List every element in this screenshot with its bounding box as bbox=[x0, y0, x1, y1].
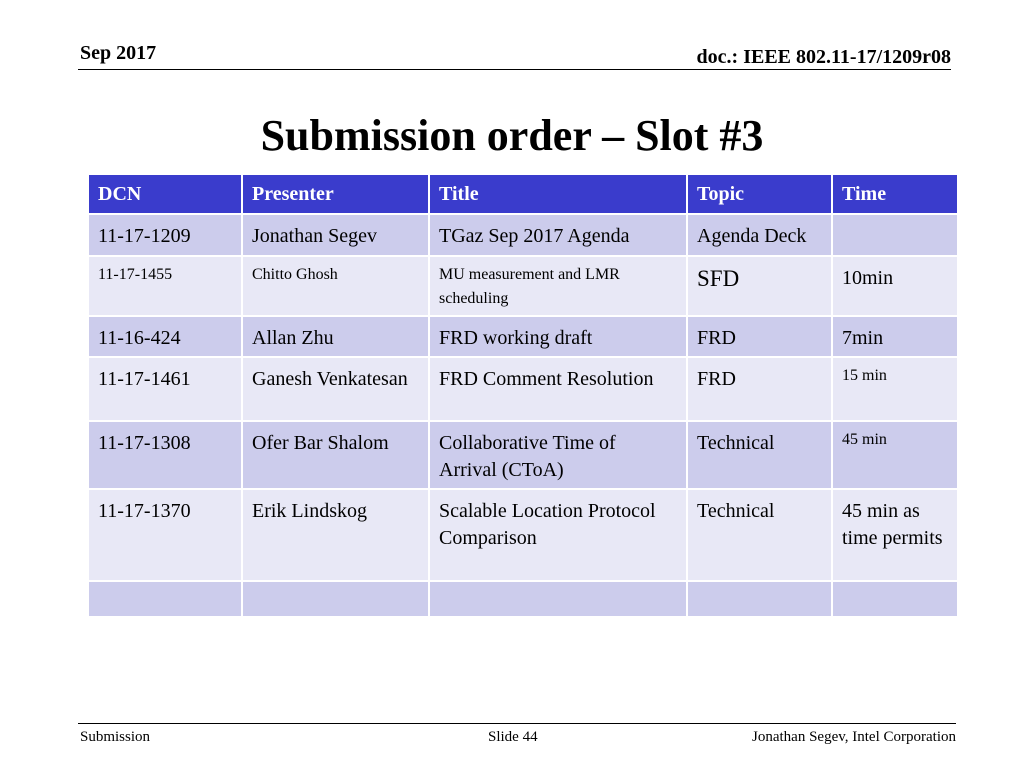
cell-time: 10min bbox=[832, 256, 958, 316]
cell-title: FRD working draft bbox=[429, 316, 687, 357]
table-row bbox=[88, 581, 958, 617]
table-header-row bbox=[88, 174, 958, 214]
cell-dcn: 11-17-1461 bbox=[88, 357, 242, 421]
table-row bbox=[88, 256, 958, 316]
cell-topic: SFD bbox=[687, 256, 832, 316]
cell-time bbox=[832, 214, 958, 256]
cell-title: Collaborative Time of Arrival (CToA) bbox=[429, 421, 687, 489]
cell-time: 15 min bbox=[832, 357, 958, 421]
table-row bbox=[88, 316, 958, 357]
cell-dcn: 11-16-424 bbox=[88, 316, 242, 357]
slide-number: Slide 44 bbox=[488, 729, 538, 745]
cell-topic: Technical bbox=[687, 421, 832, 489]
table-row bbox=[88, 357, 958, 421]
slide-title: Submission order – Slot #3 bbox=[260, 111, 764, 160]
cell-title: FRD Comment Resolution bbox=[429, 357, 687, 421]
cell-presenter: Ganesh Venkatesan bbox=[242, 357, 429, 421]
cell-title bbox=[429, 581, 687, 617]
cell-presenter: Allan Zhu bbox=[242, 316, 429, 357]
cell-time: 45 min as time permits bbox=[832, 489, 958, 581]
header-divider bbox=[78, 69, 951, 70]
cell-dcn: 11-17-1209 bbox=[88, 214, 242, 256]
footer-author: Jonathan Segev, Intel Corporation bbox=[752, 729, 956, 745]
cell-presenter: Chitto Ghosh bbox=[242, 256, 429, 316]
cell-presenter: Erik Lindskog bbox=[242, 489, 429, 581]
header-doc-id: doc.: IEEE 802.11-17/1209r08 bbox=[696, 46, 951, 68]
footer-divider bbox=[78, 723, 956, 724]
cell-dcn: 11-17-1455 bbox=[88, 256, 242, 316]
cell-presenter: Jonathan Segev bbox=[242, 214, 429, 256]
column-header-time: Time bbox=[832, 174, 958, 214]
table-row bbox=[88, 421, 958, 489]
cell-topic: Technical bbox=[687, 489, 832, 581]
cell-topic: Agenda Deck bbox=[687, 214, 832, 256]
submission-table bbox=[87, 173, 959, 618]
table-row bbox=[88, 489, 958, 581]
cell-dcn bbox=[88, 581, 242, 617]
cell-title: TGaz Sep 2017 Agenda bbox=[429, 214, 687, 256]
cell-time: 45 min bbox=[832, 421, 958, 489]
cell-presenter: Ofer Bar Shalom bbox=[242, 421, 429, 489]
table-row bbox=[88, 214, 958, 256]
cell-title: MU measurement and LMR scheduling bbox=[429, 256, 687, 316]
cell-title: Scalable Location Protocol Comparison bbox=[429, 489, 687, 581]
column-header-presenter: Presenter bbox=[242, 174, 429, 214]
column-header-dcn: DCN bbox=[88, 174, 242, 214]
footer-left-label: Submission bbox=[80, 729, 151, 745]
cell-presenter bbox=[242, 581, 429, 617]
cell-topic bbox=[687, 581, 832, 617]
column-header-title: Title bbox=[429, 174, 687, 214]
column-header-topic: Topic bbox=[687, 174, 832, 214]
cell-dcn: 11-17-1308 bbox=[88, 421, 242, 489]
cell-topic: FRD bbox=[687, 357, 832, 421]
cell-topic: FRD bbox=[687, 316, 832, 357]
cell-time bbox=[832, 581, 958, 617]
cell-time: 7min bbox=[832, 316, 958, 357]
header-date: Sep 2017 bbox=[80, 42, 157, 64]
cell-dcn: 11-17-1370 bbox=[88, 489, 242, 581]
